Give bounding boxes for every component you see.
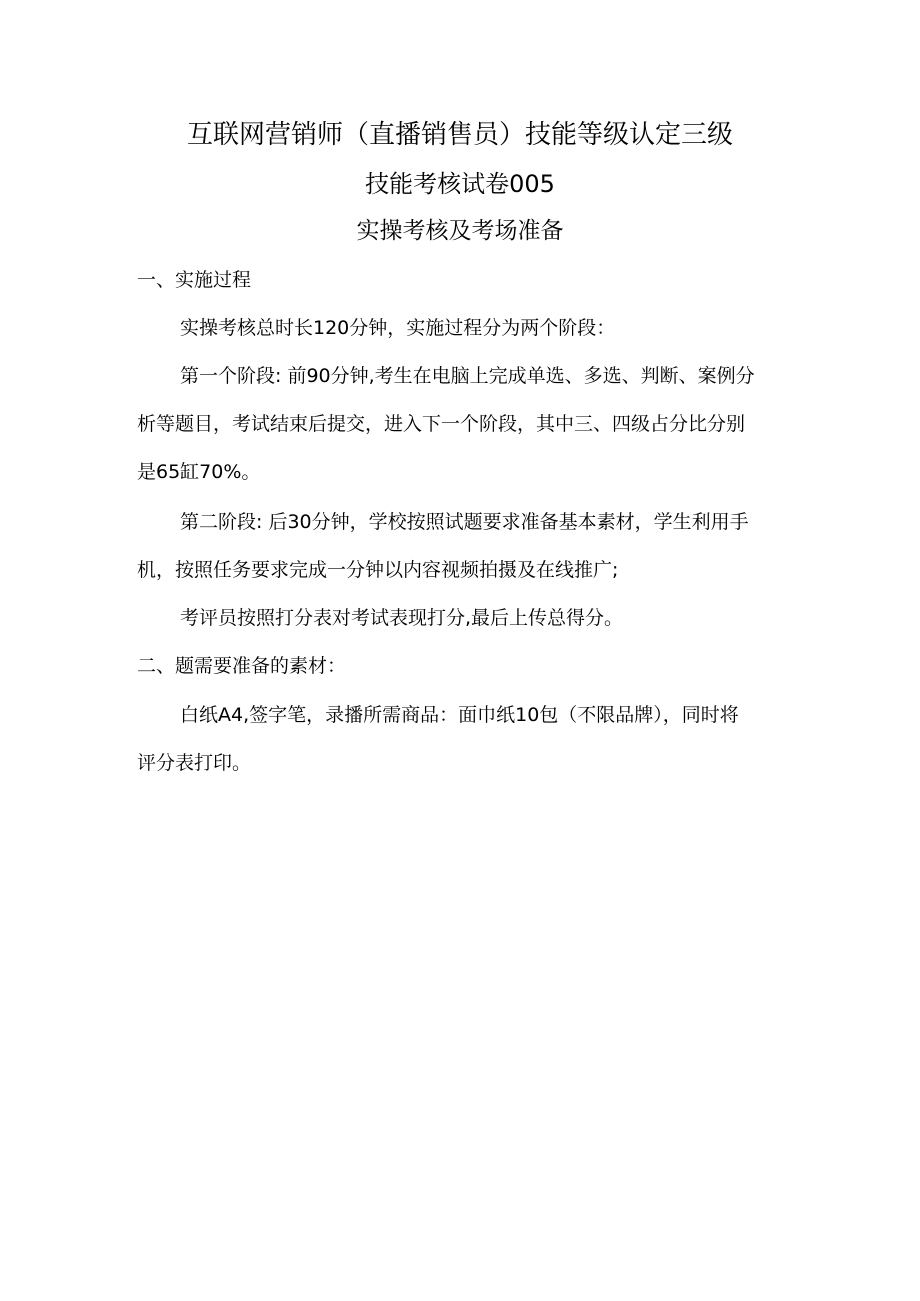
section1-heading: 一、实施过程 [137,269,252,291]
paragraph-line: 析等题目，考试结束后提交，进入下一个阶段，其中三、四级占分比分别 [137,413,746,435]
paragraph-line: 是65缸70%。 [137,461,261,483]
paragraph-line: 第二阶段: 后30分钟，学校按照试题要求准备基本素材，学生利用手 [180,511,749,533]
document-title: 互联网营销师（直播销售员）技能等级认定三级 [186,120,733,150]
paragraph-line: 评分表打印。 [137,752,252,774]
paragraph-line: 白纸A4,签字笔，录播所需商品：面巾纸10包（不限品牌），同时将 [180,704,739,726]
paragraph-line: 机，按照任务要求完成一分钟以内容视频拍摄及在线推广; [137,559,619,581]
paragraph-line: 实操考核总时长120分钟，实施过程分为两个阶段： [180,317,616,339]
section2-heading: 二、题需要准备的素材： [137,655,347,677]
paragraph-line: 考评员按照打分表对考试表现打分,最后上传总得分。 [180,607,624,629]
document-title-line2: 技能考核试卷005 [365,170,555,198]
paragraph-line: 第一个阶段: 前90分钟,考生在电脑上完成单选、多选、判断、案例分 [180,365,755,387]
document-subtitle: 实操考核及考场准备 [356,218,564,244]
